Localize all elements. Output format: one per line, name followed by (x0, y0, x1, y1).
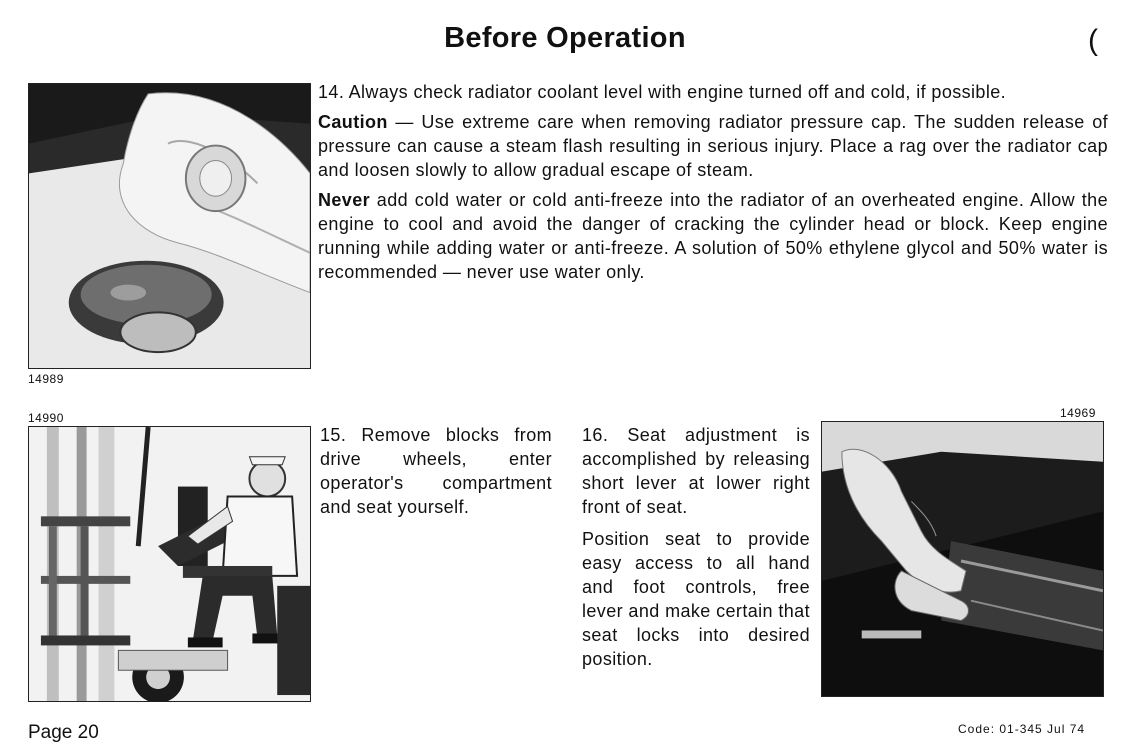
figure-number-14989: 14989 (28, 372, 64, 386)
step-16-text2: Position seat to provide easy access to all hand and foot controls, free lever and make certain that seat locks into desired position. (582, 529, 810, 669)
step-15-block (320, 423, 552, 525)
caution-text: Use extreme care when removing radiator pressure cap. The sudden release of pressure can cause a steam flash resulting in serious injury. Place a rag over the radiator cap and loosen slowly to allow gradual escape of steam. (318, 112, 1109, 180)
figure-number-14969: 14969 (1060, 406, 1096, 420)
never-text: add cold water or cold anti-freeze into the radiator of an overheated engine. Allow the engine to cool and avoid the danger of cracking the cylinder head or block. Keep engine running while adding water or anti-freeze. A solution of 50% ethylene glycol and 50% water is recommended — never use water only. (318, 190, 1108, 282)
step-15-text: 15. Remove blocks from drive wheels, enter operator's compartment and seat yourself. (320, 425, 552, 517)
caution-dash: — (387, 112, 422, 132)
step-14-line: 14. Always check radiator coolant level with engine turned off and cold, if possible. (318, 82, 1007, 102)
page-title: Before Operation (444, 22, 686, 54)
document-code: Code: 01-345 Jul 74 (958, 722, 1086, 736)
never-paragraph (318, 188, 1108, 284)
caution-label: Caution (318, 112, 388, 132)
page-number: Page 20 (28, 722, 99, 743)
forklift-operator-photo (28, 426, 311, 702)
seat-lever-photo (821, 421, 1104, 697)
corner-mark: ( (1088, 24, 1098, 57)
figure-number-14990: 14990 (28, 411, 64, 425)
step-16-text: 16. Seat adjustment is accomplished by releasing short lever at lower right front of seat. (582, 425, 810, 517)
step-14-block (318, 80, 1108, 290)
never-label: Never (318, 190, 371, 210)
step-16-block (582, 423, 810, 677)
caution-paragraph (318, 110, 1108, 182)
radiator-cap-photo (28, 83, 311, 369)
